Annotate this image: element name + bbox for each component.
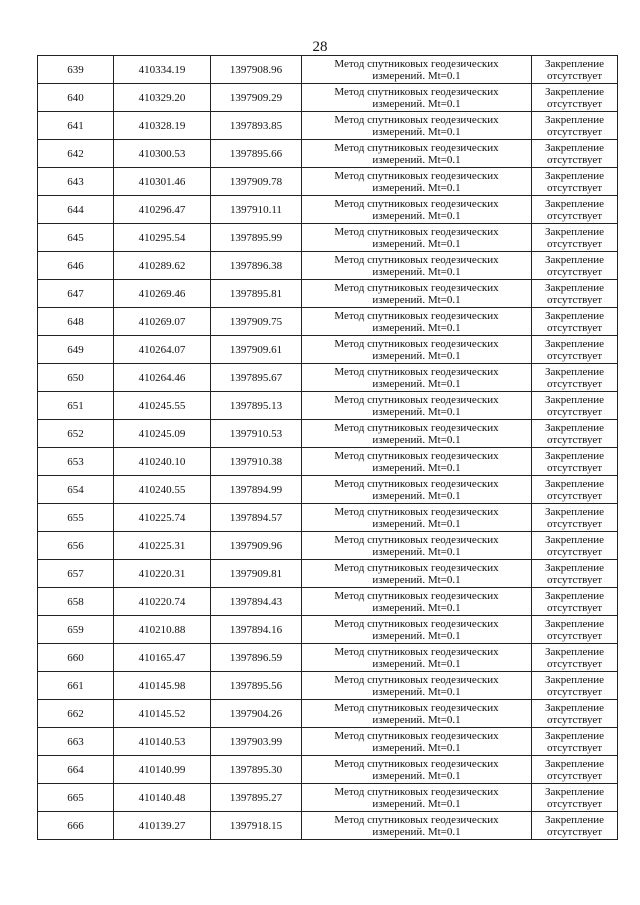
x-coordinate-cell: 410264.07	[114, 336, 211, 364]
x-coordinate-cell: 410328.19	[114, 112, 211, 140]
fixing-text: Закрепление	[544, 505, 605, 518]
y-coordinate-cell: 1397895.66	[211, 140, 302, 168]
method-accuracy-text: измерений. Mt=0.1	[372, 489, 461, 502]
method-accuracy-text: измерений. Mt=0.1	[372, 629, 461, 642]
x-coordinate-cell: 410301.46	[114, 168, 211, 196]
fixing-status-text: отсутствует	[546, 825, 603, 838]
fixing-cell	[532, 532, 618, 560]
x-coordinate-cell: 410296.47	[114, 196, 211, 224]
fixing-status-text: отсутствует	[546, 209, 603, 222]
fixing-cell	[532, 336, 618, 364]
point-number-cell: 661	[38, 672, 114, 700]
fixing-cell	[532, 364, 618, 392]
method-text: Метод спутниковых геодезических	[334, 197, 499, 210]
y-coordinate-cell: 1397896.59	[211, 644, 302, 672]
fixing-status-text: отсутствует	[546, 461, 603, 474]
table-row	[38, 308, 618, 336]
point-number-cell: 646	[38, 252, 114, 280]
fixing-status-text: отсутствует	[546, 601, 603, 614]
fixing-status-text: отсутствует	[546, 181, 603, 194]
fixing-cell	[532, 812, 618, 840]
y-coordinate-cell: 1397895.99	[211, 224, 302, 252]
fixing-cell	[532, 140, 618, 168]
method-cell	[302, 252, 532, 280]
point-number-cell: 652	[38, 420, 114, 448]
method-text: Метод спутниковых геодезических	[334, 449, 499, 462]
fixing-cell	[532, 672, 618, 700]
fixing-cell	[532, 560, 618, 588]
fixing-cell	[532, 504, 618, 532]
method-cell	[302, 728, 532, 756]
fixing-text: Закрепление	[544, 169, 605, 182]
method-text: Метод спутниковых геодезических	[334, 337, 499, 350]
method-text: Метод спутниковых геодезических	[334, 281, 499, 294]
method-text: Метод спутниковых геодезических	[334, 393, 499, 406]
x-coordinate-cell: 410269.46	[114, 280, 211, 308]
fixing-cell	[532, 476, 618, 504]
method-text: Метод спутниковых геодезических	[334, 617, 499, 630]
fixing-text: Закрепление	[544, 197, 605, 210]
point-number-cell: 662	[38, 700, 114, 728]
point-number-cell: 639	[38, 56, 114, 84]
y-coordinate-cell: 1397909.78	[211, 168, 302, 196]
method-accuracy-text: измерений. Mt=0.1	[372, 209, 461, 222]
point-number-cell: 655	[38, 504, 114, 532]
fixing-status-text: отсутствует	[546, 629, 603, 642]
table-row	[38, 112, 618, 140]
method-text: Метод спутниковых геодезических	[334, 505, 499, 518]
table-row	[38, 560, 618, 588]
method-cell	[302, 336, 532, 364]
y-coordinate-cell: 1397894.99	[211, 476, 302, 504]
point-number-cell: 654	[38, 476, 114, 504]
fixing-text: Закрепление	[544, 813, 605, 826]
x-coordinate-cell: 410334.19	[114, 56, 211, 84]
fixing-cell	[532, 700, 618, 728]
fixing-cell	[532, 420, 618, 448]
fixing-status-text: отсутствует	[546, 573, 603, 586]
fixing-text: Закрепление	[544, 561, 605, 574]
y-coordinate-cell: 1397894.57	[211, 504, 302, 532]
method-cell	[302, 504, 532, 532]
method-text: Метод спутниковых геодезических	[334, 729, 499, 742]
page-number: 28	[312, 39, 328, 55]
x-coordinate-cell: 410139.27	[114, 812, 211, 840]
x-coordinate-cell: 410289.62	[114, 252, 211, 280]
y-coordinate-cell: 1397910.38	[211, 448, 302, 476]
y-coordinate-cell: 1397894.16	[211, 616, 302, 644]
method-accuracy-text: измерений. Mt=0.1	[372, 601, 461, 614]
fixing-cell	[532, 252, 618, 280]
fixing-text: Закрепление	[544, 253, 605, 266]
method-text: Метод спутниковых геодезических	[334, 113, 499, 126]
fixing-cell	[532, 756, 618, 784]
fixing-status-text: отсутствует	[546, 153, 603, 166]
table-row	[38, 476, 618, 504]
table-row	[38, 224, 618, 252]
point-number-cell: 664	[38, 756, 114, 784]
method-text: Метод спутниковых геодезических	[334, 421, 499, 434]
method-cell	[302, 196, 532, 224]
fixing-text: Закрепление	[544, 113, 605, 126]
point-number-cell: 658	[38, 588, 114, 616]
table-row	[38, 252, 618, 280]
method-text: Метод спутниковых геодезических	[334, 365, 499, 378]
y-coordinate-cell: 1397903.99	[211, 728, 302, 756]
fixing-cell	[532, 56, 618, 84]
method-text: Метод спутниковых геодезических	[334, 701, 499, 714]
x-coordinate-cell: 410295.54	[114, 224, 211, 252]
point-number-cell: 665	[38, 784, 114, 812]
method-cell	[302, 392, 532, 420]
table-row	[38, 756, 618, 784]
method-cell	[302, 672, 532, 700]
method-text: Метод спутниковых геодезических	[334, 645, 499, 658]
method-accuracy-text: измерений. Mt=0.1	[372, 265, 461, 278]
fixing-status-text: отсутствует	[546, 69, 603, 82]
fixing-text: Закрепление	[544, 617, 605, 630]
fixing-text: Закрепление	[544, 477, 605, 490]
y-coordinate-cell: 1397909.75	[211, 308, 302, 336]
y-coordinate-cell: 1397910.11	[211, 196, 302, 224]
y-coordinate-cell: 1397895.27	[211, 784, 302, 812]
point-number-cell: 641	[38, 112, 114, 140]
method-text: Метод спутниковых геодезических	[334, 673, 499, 686]
fixing-status-text: отсутствует	[546, 741, 603, 754]
y-coordinate-cell: 1397896.38	[211, 252, 302, 280]
table-row	[38, 588, 618, 616]
method-text: Метод спутниковых геодезических	[334, 253, 499, 266]
method-accuracy-text: измерений. Mt=0.1	[372, 545, 461, 558]
table-row	[38, 532, 618, 560]
point-number-cell: 651	[38, 392, 114, 420]
fixing-status-text: отсутствует	[546, 489, 603, 502]
method-accuracy-text: измерений. Mt=0.1	[372, 769, 461, 782]
point-number-cell: 660	[38, 644, 114, 672]
point-number-cell: 653	[38, 448, 114, 476]
method-accuracy-text: измерений. Mt=0.1	[372, 153, 461, 166]
method-accuracy-text: измерений. Mt=0.1	[372, 237, 461, 250]
x-coordinate-cell: 410145.98	[114, 672, 211, 700]
y-coordinate-cell: 1397895.81	[211, 280, 302, 308]
fixing-status-text: отсутствует	[546, 713, 603, 726]
x-coordinate-cell: 410210.88	[114, 616, 211, 644]
fixing-status-text: отсутствует	[546, 293, 603, 306]
x-coordinate-cell: 410329.20	[114, 84, 211, 112]
method-cell	[302, 644, 532, 672]
x-coordinate-cell: 410245.55	[114, 392, 211, 420]
fixing-text: Закрепление	[544, 785, 605, 798]
method-accuracy-text: измерений. Mt=0.1	[372, 125, 461, 138]
method-text: Метод спутниковых геодезических	[334, 141, 499, 154]
fixing-cell	[532, 224, 618, 252]
method-cell	[302, 700, 532, 728]
method-accuracy-text: измерений. Mt=0.1	[372, 433, 461, 446]
fixing-status-text: отсутствует	[546, 349, 603, 362]
method-accuracy-text: измерений. Mt=0.1	[372, 293, 461, 306]
table-row	[38, 812, 618, 840]
method-cell	[302, 168, 532, 196]
x-coordinate-cell: 410245.09	[114, 420, 211, 448]
fixing-text: Закрепление	[544, 337, 605, 350]
table-row	[38, 364, 618, 392]
y-coordinate-cell: 1397893.85	[211, 112, 302, 140]
x-coordinate-cell: 410220.31	[114, 560, 211, 588]
fixing-status-text: отсутствует	[546, 237, 603, 250]
fixing-status-text: отсутствует	[546, 405, 603, 418]
y-coordinate-cell: 1397910.53	[211, 420, 302, 448]
y-coordinate-cell: 1397909.81	[211, 560, 302, 588]
table-row	[38, 56, 618, 84]
method-text: Метод спутниковых геодезических	[334, 785, 499, 798]
fixing-cell	[532, 588, 618, 616]
y-coordinate-cell: 1397918.15	[211, 812, 302, 840]
table-row	[38, 420, 618, 448]
x-coordinate-cell: 410140.48	[114, 784, 211, 812]
y-coordinate-cell: 1397895.67	[211, 364, 302, 392]
fixing-text: Закрепление	[544, 449, 605, 462]
method-accuracy-text: измерений. Mt=0.1	[372, 69, 461, 82]
table-row	[38, 392, 618, 420]
fixing-cell	[532, 168, 618, 196]
method-text: Метод спутниковых геодезических	[334, 309, 499, 322]
method-accuracy-text: измерений. Mt=0.1	[372, 713, 461, 726]
method-accuracy-text: измерений. Mt=0.1	[372, 321, 461, 334]
fixing-text: Закрепление	[544, 673, 605, 686]
fixing-cell	[532, 392, 618, 420]
method-cell	[302, 588, 532, 616]
point-number-cell: 663	[38, 728, 114, 756]
point-number-cell: 656	[38, 532, 114, 560]
method-accuracy-text: измерений. Mt=0.1	[372, 741, 461, 754]
table-row	[38, 168, 618, 196]
method-cell	[302, 112, 532, 140]
x-coordinate-cell: 410165.47	[114, 644, 211, 672]
point-number-cell: 647	[38, 280, 114, 308]
fixing-text: Закрепление	[544, 645, 605, 658]
point-number-cell: 659	[38, 616, 114, 644]
fixing-status-text: отсутствует	[546, 321, 603, 334]
fixing-cell	[532, 196, 618, 224]
x-coordinate-cell: 410240.55	[114, 476, 211, 504]
x-coordinate-cell: 410225.31	[114, 532, 211, 560]
method-cell	[302, 140, 532, 168]
table-row	[38, 616, 618, 644]
fixing-text: Закрепление	[544, 141, 605, 154]
x-coordinate-cell: 410240.10	[114, 448, 211, 476]
method-text: Метод спутниковых геодезических	[334, 169, 499, 182]
y-coordinate-cell: 1397895.30	[211, 756, 302, 784]
fixing-cell	[532, 728, 618, 756]
table-row	[38, 196, 618, 224]
y-coordinate-cell: 1397909.96	[211, 532, 302, 560]
fixing-cell	[532, 112, 618, 140]
fixing-text: Закрепление	[544, 533, 605, 546]
point-number-cell: 657	[38, 560, 114, 588]
y-coordinate-cell: 1397904.26	[211, 700, 302, 728]
method-cell	[302, 420, 532, 448]
coordinates-table-body	[38, 56, 618, 840]
table-row	[38, 784, 618, 812]
x-coordinate-cell: 410300.53	[114, 140, 211, 168]
fixing-text: Закрепление	[544, 281, 605, 294]
fixing-cell	[532, 84, 618, 112]
method-cell	[302, 224, 532, 252]
table-row	[38, 672, 618, 700]
method-accuracy-text: измерений. Mt=0.1	[372, 685, 461, 698]
method-accuracy-text: измерений. Mt=0.1	[372, 517, 461, 530]
method-text: Метод спутниковых геодезических	[334, 85, 499, 98]
method-accuracy-text: измерений. Mt=0.1	[372, 181, 461, 194]
fixing-cell	[532, 280, 618, 308]
method-text: Метод спутниковых геодезических	[334, 477, 499, 490]
point-number-cell: 650	[38, 364, 114, 392]
fixing-cell	[532, 308, 618, 336]
y-coordinate-cell: 1397909.61	[211, 336, 302, 364]
fixing-cell	[532, 448, 618, 476]
fixing-status-text: отсутствует	[546, 517, 603, 530]
fixing-text: Закрепление	[544, 365, 605, 378]
table-row	[38, 280, 618, 308]
table-row	[38, 84, 618, 112]
method-cell	[302, 756, 532, 784]
method-cell	[302, 784, 532, 812]
y-coordinate-cell: 1397908.96	[211, 56, 302, 84]
method-accuracy-text: измерений. Mt=0.1	[372, 573, 461, 586]
y-coordinate-cell: 1397895.56	[211, 672, 302, 700]
fixing-text: Закрепление	[544, 701, 605, 714]
point-number-cell: 642	[38, 140, 114, 168]
fixing-status-text: отсутствует	[546, 125, 603, 138]
x-coordinate-cell: 410264.46	[114, 364, 211, 392]
method-text: Метод спутниковых геодезических	[334, 757, 499, 770]
fixing-text: Закрепление	[544, 589, 605, 602]
method-accuracy-text: измерений. Mt=0.1	[372, 825, 461, 838]
method-accuracy-text: измерений. Mt=0.1	[372, 377, 461, 390]
fixing-text: Закрепление	[544, 309, 605, 322]
method-accuracy-text: измерений. Mt=0.1	[372, 461, 461, 474]
table-row	[38, 140, 618, 168]
table-row	[38, 448, 618, 476]
method-cell	[302, 56, 532, 84]
method-accuracy-text: измерений. Mt=0.1	[372, 405, 461, 418]
y-coordinate-cell: 1397909.29	[211, 84, 302, 112]
point-number-cell: 644	[38, 196, 114, 224]
table-row	[38, 700, 618, 728]
method-accuracy-text: измерений. Mt=0.1	[372, 97, 461, 110]
fixing-cell	[532, 616, 618, 644]
method-cell	[302, 280, 532, 308]
fixing-text: Закрепление	[544, 225, 605, 238]
method-accuracy-text: измерений. Mt=0.1	[372, 657, 461, 670]
x-coordinate-cell: 410145.52	[114, 700, 211, 728]
method-text: Метод спутниковых геодезических	[334, 225, 499, 238]
fixing-text: Закрепление	[544, 85, 605, 98]
method-cell	[302, 532, 532, 560]
fixing-text: Закрепление	[544, 729, 605, 742]
table-row	[38, 644, 618, 672]
fixing-status-text: отсутствует	[546, 433, 603, 446]
fixing-status-text: отсутствует	[546, 797, 603, 810]
x-coordinate-cell: 410220.74	[114, 588, 211, 616]
method-cell	[302, 812, 532, 840]
point-number-cell: 666	[38, 812, 114, 840]
point-number-cell: 645	[38, 224, 114, 252]
method-text: Метод спутниковых геодезических	[334, 57, 499, 70]
fixing-text: Закрепление	[544, 421, 605, 434]
table-row	[38, 336, 618, 364]
fixing-status-text: отсутствует	[546, 377, 603, 390]
x-coordinate-cell: 410269.07	[114, 308, 211, 336]
fixing-status-text: отсутствует	[546, 769, 603, 782]
method-cell	[302, 308, 532, 336]
fixing-status-text: отсутствует	[546, 657, 603, 670]
y-coordinate-cell: 1397895.13	[211, 392, 302, 420]
x-coordinate-cell: 410140.53	[114, 728, 211, 756]
method-text: Метод спутниковых геодезических	[334, 813, 499, 826]
method-text: Метод спутниковых геодезических	[334, 533, 499, 546]
fixing-status-text: отсутствует	[546, 685, 603, 698]
fixing-status-text: отсутствует	[546, 265, 603, 278]
method-text: Метод спутниковых геодезических	[334, 561, 499, 574]
y-coordinate-cell: 1397894.43	[211, 588, 302, 616]
x-coordinate-cell: 410140.99	[114, 756, 211, 784]
method-cell	[302, 560, 532, 588]
fixing-status-text: отсутствует	[546, 97, 603, 110]
method-cell	[302, 448, 532, 476]
fixing-cell	[532, 644, 618, 672]
x-coordinate-cell: 410225.74	[114, 504, 211, 532]
method-cell	[302, 616, 532, 644]
point-number-cell: 640	[38, 84, 114, 112]
method-accuracy-text: измерений. Mt=0.1	[372, 349, 461, 362]
coordinates-table	[37, 55, 618, 840]
point-number-cell: 643	[38, 168, 114, 196]
point-number-cell: 649	[38, 336, 114, 364]
point-number-cell: 648	[38, 308, 114, 336]
fixing-text: Закрепление	[544, 57, 605, 70]
fixing-text: Закрепление	[544, 393, 605, 406]
table-row	[38, 504, 618, 532]
method-cell	[302, 476, 532, 504]
method-cell	[302, 364, 532, 392]
fixing-status-text: отсутствует	[546, 545, 603, 558]
fixing-text: Закрепление	[544, 757, 605, 770]
method-text: Метод спутниковых геодезических	[334, 589, 499, 602]
method-cell	[302, 84, 532, 112]
table-row	[38, 728, 618, 756]
method-accuracy-text: измерений. Mt=0.1	[372, 797, 461, 810]
fixing-cell	[532, 784, 618, 812]
